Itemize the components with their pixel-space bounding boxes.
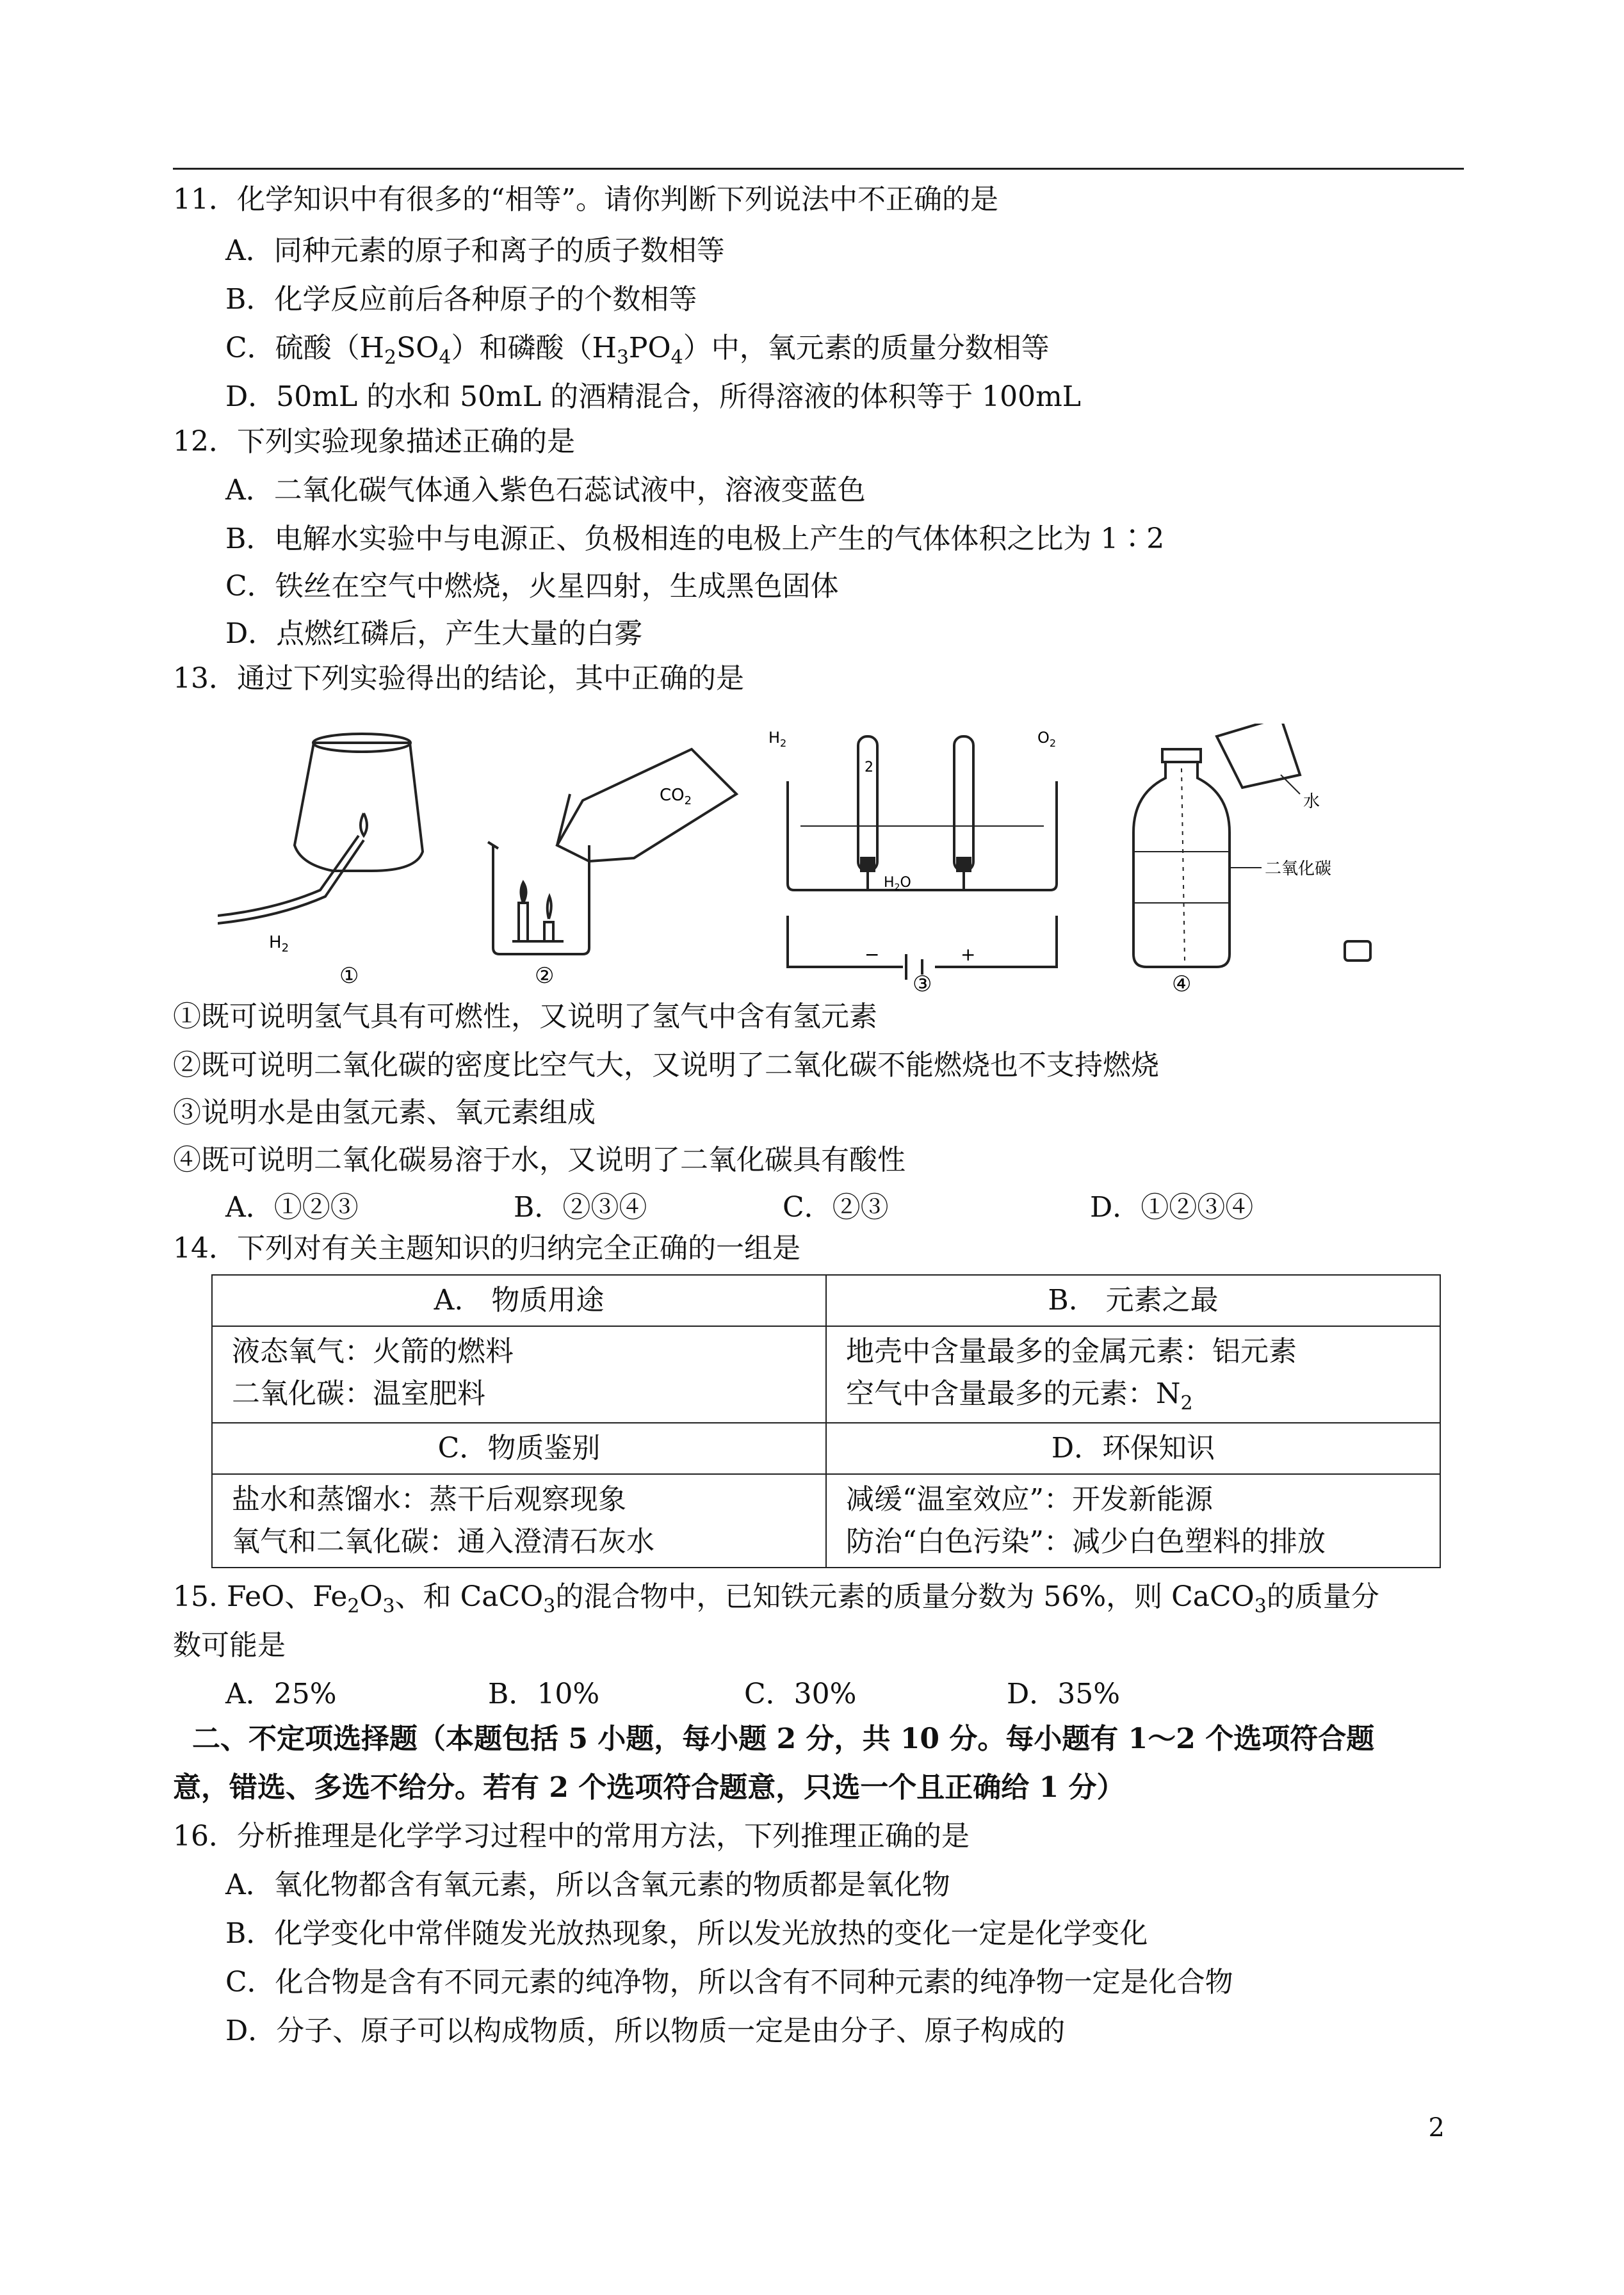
q16-option-d: D．分子、原子可以构成物质，所以物质一定是由分子、原子构成的 [225, 2015, 1066, 2047]
svg-text:水: 水 [1303, 792, 1320, 811]
svg-text:2: 2 [865, 759, 873, 775]
q12-option-b: B．电解水实验中与电源正、负极相连的电极上产生的气体体积之比为 1∶2 [225, 523, 1165, 555]
svg-text:二氧化碳: 二氧化碳 [1265, 859, 1332, 879]
q16-option-b: B．化学变化中常伴随发光放热现象，所以发光放热的变化一定是化学变化 [225, 1917, 1148, 1950]
q15-stem-line1: 15. FeO、$Fe_2O_3$、和 CaCO$_3$的混合物中，已知铁元素的质量分数为 56%，则 CaCO$_3$的质量分 [173, 1580, 1379, 1618]
q13-statement-4: ④既可说明二氧化碳易溶于水，又说明了二氧化碳具有酸性 [173, 1144, 905, 1176]
q14-a-content: 液态氧气：火箭的燃料 二氧化碳：温室肥料 [212, 1326, 826, 1423]
figure-electrolysis [768, 724, 1076, 993]
q13-option-c: C．②③ [783, 1191, 889, 1224]
figure-4-label: ④ [1172, 971, 1192, 993]
figure-co2-bottle [1089, 724, 1409, 993]
svg-text:O2: $O_2$ [1037, 729, 1057, 749]
q13-option-d: D．①②③④ [1090, 1191, 1254, 1224]
figure-hydrogen-combustion [218, 724, 461, 993]
q11-option-a: A．同种元素的原子和离子的质子数相等 [225, 234, 725, 267]
figure-2-label: ② [535, 963, 555, 989]
header-rule [173, 168, 1464, 170]
q14-stem: 14．下列对有关主题知识的归纳完全正确的一组是 [173, 1232, 800, 1265]
q11-stem: 11．化学知识中有很多的“相等”。请你判断下列说法中不正确的是 [173, 183, 998, 216]
q13-statement-2: ②既可说明二氧化碳的密度比空气大，又说明了二氧化碳不能燃烧也不支持燃烧 [173, 1049, 1159, 1082]
q16-stem: 16．分析推理是化学学习过程中的常用方法，下列推理正确的是 [173, 1820, 970, 1853]
q13-option-a: A．①②③ [225, 1191, 359, 1224]
q13-stem: 13．通过下列实验得出的结论，其中正确的是 [173, 662, 744, 695]
svg-text:H2: $H_2$ [269, 933, 289, 955]
q13-statement-3: ③说明水是由氢元素、氧元素组成 [173, 1096, 596, 1129]
page-number: 2 [1428, 2113, 1445, 2143]
svg-text:H2O: $H_2O$ [884, 875, 911, 893]
q11-option-c: C．硫酸$(H_2SO_4)$和磷酸$(H_3PO_4)$中，氧元素的质量分数相等 [225, 332, 1050, 369]
q15-option-a: A．25% [225, 1678, 337, 1710]
q12-stem: 12．下列实验现象描述正确的是 [173, 425, 575, 458]
q14-c-content: 盐水和蒸馏水：蒸干后观察现象 氧气和二氧化碳：通入澄清石灰水 [212, 1474, 826, 1568]
q13-figures [192, 724, 1441, 993]
q13-option-b: B．②③④ [514, 1191, 647, 1224]
q15-option-d: D．35% [1007, 1678, 1121, 1710]
q15-option-b: B．10% [488, 1678, 600, 1710]
q11-option-b: B．化学反应前后各种原子的个数相等 [225, 283, 697, 316]
q13-statement-1: ①既可说明氢气具有可燃性，又说明了氢气中含有氢元素 [173, 1000, 877, 1033]
q15-option-c: C．30% [744, 1678, 857, 1710]
q11-option-d: D．50mL 的水和 50mL 的酒精混合，所得溶液的体积等于 100mL [225, 380, 1082, 413]
q12-option-a: A．二氧化碳气体通入紫色石蕊试液中，溶液变蓝色 [225, 474, 866, 507]
figure-3-label: ③ [913, 971, 932, 993]
q15-stem-line2: 数可能是 [173, 1629, 286, 1662]
figure-co2-candles [474, 724, 743, 993]
q12-option-d: D．点燃红磷后，产生大量的白雾 [225, 617, 643, 650]
svg-text:−: − [865, 944, 880, 965]
svg-text:H2: $H_2$ [768, 729, 787, 749]
svg-text:CO2: $CO_2$ [660, 786, 692, 807]
q14-d-header: D．环保知识 [826, 1423, 1440, 1474]
q14-b-content: 地壳中含量最多的金属元素：铝元素 空气中含量最多的元素：$N_2$ [826, 1326, 1440, 1423]
q16-option-c: C．化合物是含有不同元素的纯净物，所以含有不同种元素的纯净物一定是化合物 [225, 1966, 1233, 1999]
svg-text:+: + [961, 944, 976, 965]
q14-c-header: C．物质鉴别 [212, 1423, 826, 1474]
q14-a-header: A. 物质用途 [212, 1275, 826, 1326]
section2-heading-line2: 意，错选、多选不给分。若有 2 个选项符合题意，只选一个且正确给 1 分） [173, 1771, 1125, 1804]
q12-option-c: C．铁丝在空气中燃烧，火星四射，生成黑色固体 [225, 570, 839, 603]
section2-heading-line1: 二、不定项选择题（本题包括 5 小题，每小题 2 分，共 10 分。每小题有 1～2 个选项符合题 [192, 1723, 1375, 1755]
q14-b-header: B. 元素之最 [826, 1275, 1440, 1326]
q14-d-content: 减缓“温室效应”：开发新能源 防治“白色污染”：减少白色塑料的排放 [826, 1474, 1440, 1568]
q14-table [211, 1274, 1441, 1568]
q16-option-a: A．氧化物都含有氧元素，所以含氧元素的物质都是氧化物 [225, 1869, 950, 1901]
figure-1-label: ① [339, 963, 359, 989]
